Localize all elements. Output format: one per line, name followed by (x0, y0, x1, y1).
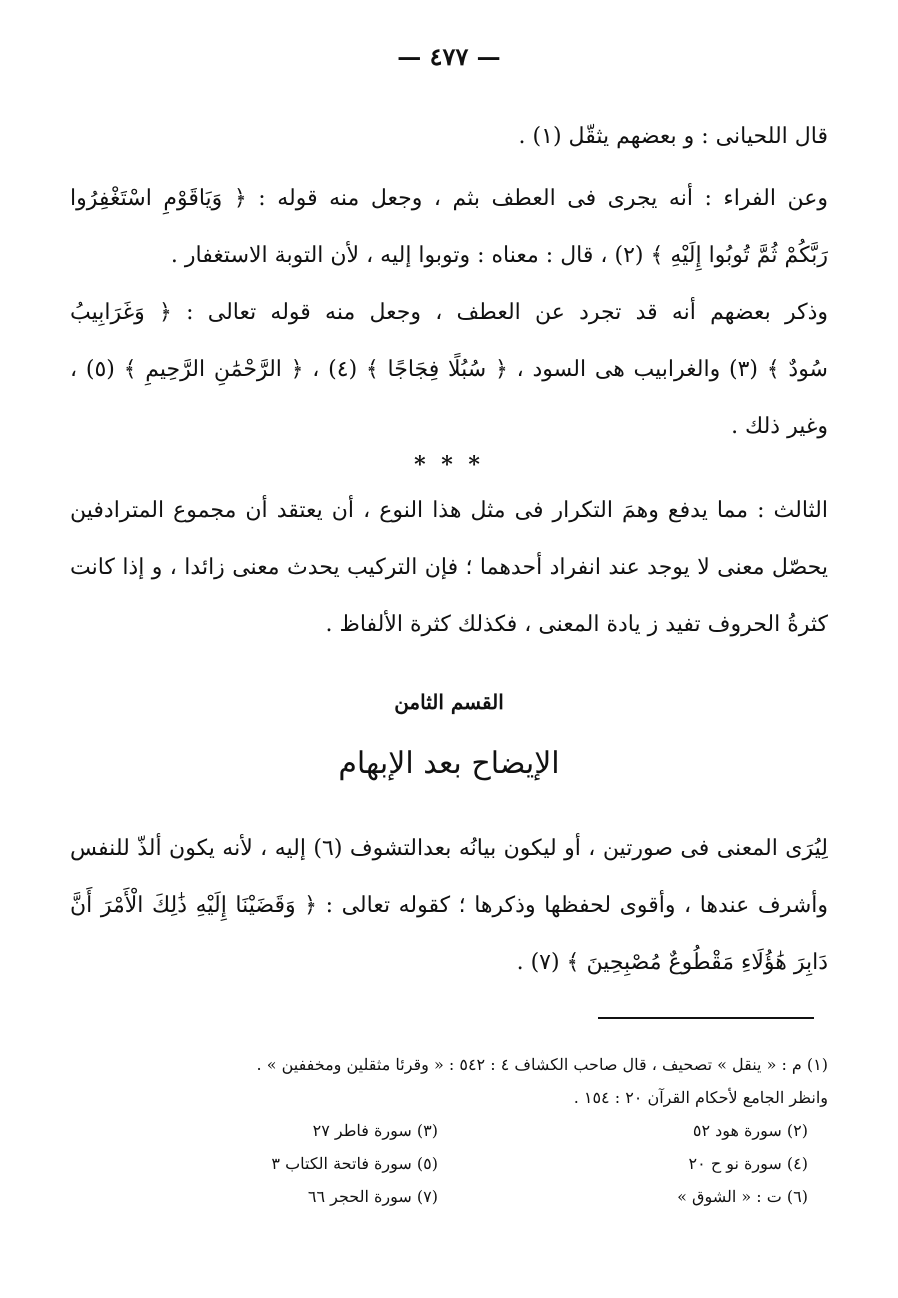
text-line: يحصّل معنى لا يوجد عند انفراد أحدهما ؛ فإن التركيب يحدث معنى زائدا ، و إذا كانت (70, 555, 828, 580)
text-line: وذكر بعضهم أنه قد تجرد عن العطف ، وجعل منه قوله تعالى : ﴿ وَغَرَابِيبُ (70, 300, 828, 325)
text-line: الثالث : مما يدفع وهمَ التكرار فى مثل هذا النوع ، أن يعتقد أن مجموع المترادفين (70, 498, 828, 523)
section-title: الإيضاح بعد الإبهام (338, 746, 560, 781)
text-line: قال اللحيانى : و بعضهم يثقّل (١) . (518, 124, 828, 149)
text-line: وغير ذلك . (731, 414, 828, 439)
footnotes (70, 1048, 828, 1213)
footnote-3: (٣) سورة فاطر ٢٧ (312, 1121, 438, 1140)
footnote-4: (٤) سورة نو ح ٢٠ (688, 1154, 808, 1173)
text-line: كثرةُ الحروف تفيد ز يادة المعنى ، فكذلك كثرة الألفاظ . (325, 612, 828, 637)
footnote-7: (٧) سورة الحجر ٦٦ (307, 1187, 438, 1206)
text-line: دَابِرَ هَٰؤُلَاءِ مَقْطُوعٌ مُصْبِحِينَ ﴾ (٧) . (516, 950, 828, 975)
paragraph-3 (70, 284, 828, 455)
footnote-row (70, 1147, 828, 1180)
text-line: سُودٌ ﴾ (٣) والغرابيب هى السود ، ﴿ سُبُلًا فِجَاجًا ﴾ (٤) ، ﴿ الرَّحْمَٰنِ الرَّحِيمِ ﴾ (٥) ، (70, 357, 828, 382)
footnote-divider (598, 1017, 814, 1019)
text-line: لِيُرَى المعنى فى صورتين ، أو ليكون بيانُه بعدالتشوف (٦) إليه ، لأنه يكون ألذّ للنفس (70, 836, 828, 861)
section-number: القسم الثامن (394, 690, 504, 714)
paragraph-2 (70, 170, 828, 284)
footnote-1-continued: وانظر الجامع لأحكام القرآن ٢٠ : ١٥٤ . (573, 1088, 828, 1107)
text-line: وأشرف عندها ، وأقوى لحفظها وذكرها ؛ كقوله تعالى : ﴿ وَقَضَيْنَا إِلَيْهِ ذَٰلِكَ الْأَمْرَ أَنَّ (70, 893, 828, 918)
footnote-row (70, 1114, 828, 1147)
footnote-row (70, 1180, 828, 1213)
footnote-6: (٦) ت : « الشوق » (677, 1187, 808, 1206)
text-line: رَبَّكُمْ ثُمَّ تُوبُوا إِلَيْهِ ﴾ (٢) ، قال : معناه : وتوبوا إليه ، لأن التوبة الاستغفار . (170, 243, 828, 268)
section-separator: * * * (414, 452, 484, 478)
text-line: وعن الفراء : أنه يجرى فى العطف بثم ، وجعل منه قوله : ﴿ وَيَاقَوْمِ اسْتَغْفِرُوا (70, 186, 828, 211)
paragraph-1 (70, 108, 828, 165)
footnote-2: (٢) سورة هود ٥٢ (692, 1121, 808, 1140)
footnote-5: (٥) سورة فاتحة الكتاب ٣ (271, 1154, 438, 1173)
paragraph-4 (70, 482, 828, 653)
page-number: — ٤٧٧ — (397, 42, 501, 71)
footnote-1: (١) م : « ينقل » تصحيف ، قال صاحب الكشاف ٤ : ٥٤٢ : « وقرئا مثقلين ومخففين » . (256, 1055, 828, 1074)
paragraph-5 (70, 820, 828, 991)
